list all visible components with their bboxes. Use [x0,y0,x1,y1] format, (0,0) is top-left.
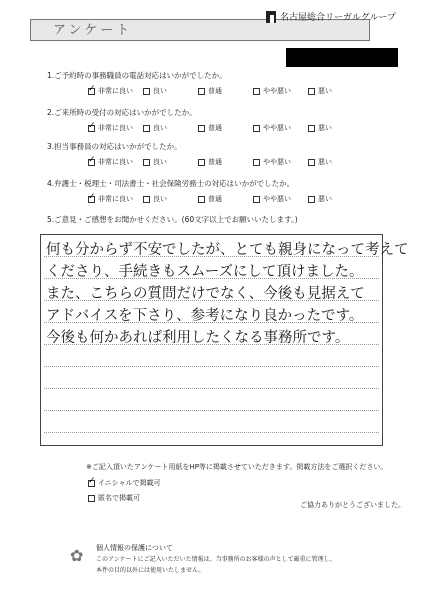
rating-checkbox[interactable] [143,159,150,166]
question-label: 4.弁護士・税理士・司法書士・社会保険労務士の対応はいかがでしたか。 [47,179,295,188]
rating-option-label: 悪い [318,158,332,166]
publication-checkbox[interactable] [88,495,95,502]
rating-checkbox[interactable] [308,125,315,132]
rating-checkbox[interactable] [198,125,205,132]
publication-checkbox[interactable] [88,480,95,487]
question-label: 3.担当事務員の対応はいかがでしたか。 [47,142,182,151]
clover-icon: ✿ [70,546,84,565]
rating-option-label: やや悪い [263,124,291,132]
privacy-title: 個人情報の保護について [96,544,173,552]
ruled-line [44,432,379,433]
rating-checkbox[interactable] [198,196,205,203]
rating-option[interactable] [253,194,308,204]
rating-option[interactable] [308,157,363,167]
rating-option-label: やや悪い [263,195,291,203]
rating-checkbox[interactable] [198,88,205,95]
rating-checkbox[interactable] [88,125,95,132]
rating-checkbox[interactable] [143,88,150,95]
rating-option-label: 普通 [208,124,222,132]
rating-checkbox[interactable] [88,196,95,203]
rating-option-label: 普通 [208,158,222,166]
rating-options [88,86,363,96]
handwritten-comment-line: また、こちらの質問だけでなく、今後も見据えて [46,286,365,302]
handwritten-comment-line: 今後も何かあれば利用したくなる事務所です。 [46,330,350,346]
question-label: 2.ご来所時の受付の対応はいかがでしたか。 [47,108,197,117]
rating-option[interactable] [143,194,198,204]
rating-option-label: 悪い [318,87,332,95]
rating-option-label: 普通 [208,195,222,203]
ruled-line [44,410,379,411]
privacy-text [96,554,336,576]
survey-title: アンケート [30,19,370,41]
rating-option-label: 良い [153,87,167,95]
rating-checkbox[interactable] [253,88,260,95]
rating-option[interactable] [198,86,253,96]
rating-option-label: 非常に良い [98,158,133,166]
rating-option[interactable] [198,157,253,167]
rating-option[interactable] [88,194,143,204]
rating-checkbox[interactable] [308,88,315,95]
thanks-message: ご協力ありがとうございました。 [300,501,405,509]
rating-checkbox[interactable] [88,88,95,95]
rating-option[interactable] [308,86,363,96]
rating-checkbox[interactable] [88,159,95,166]
rating-option-label: やや悪い [263,158,291,166]
rating-checkbox[interactable] [308,196,315,203]
rating-option-label: 非常に良い [98,195,133,203]
handwritten-comment-line: アドバイスを下さり、参考になり良かったです。 [46,308,364,324]
rating-option-label: 普通 [208,87,222,95]
rating-option-label: 良い [153,195,167,203]
publication-option-initials[interactable] [88,478,161,488]
rating-checkbox[interactable] [253,125,260,132]
company-logo [266,10,396,23]
rating-option[interactable] [143,157,198,167]
rating-option[interactable] [198,194,253,204]
rating-options [88,194,363,204]
handwritten-comment-line: 何も分からず不安でしたが、とても親身になって考えて [46,242,409,258]
rating-options [88,123,363,133]
publication-option-label: イニシャルで掲載可 [98,479,161,487]
company-logo-text: 名古屋総合リーガルグループ [280,13,396,23]
rating-checkbox[interactable] [253,196,260,203]
ruled-line [44,366,379,367]
rating-option-label: 非常に良い [98,87,133,95]
rating-option[interactable] [253,157,308,167]
rating-option-label: 悪い [318,124,332,132]
rating-option-label: 良い [153,124,167,132]
rating-option[interactable] [88,123,143,133]
rating-checkbox[interactable] [143,196,150,203]
redaction-block [286,48,398,67]
rating-checkbox[interactable] [253,159,260,166]
rating-option[interactable] [143,123,198,133]
rating-option[interactable] [253,123,308,133]
rating-option[interactable] [88,86,143,96]
comment-prompt: 5.ご意見・ご感想をお聞かせください。(60文字以上でお願いいたします。) [47,215,298,224]
rating-checkbox[interactable] [198,159,205,166]
privacy-line: 本件の目的以外には使用いたしません。 [96,567,205,574]
rating-option[interactable] [143,86,198,96]
rating-option-label: 悪い [318,195,332,203]
logo-mark-icon [266,11,276,23]
publication-option-anonymous[interactable] [88,493,140,503]
rating-options [88,157,363,167]
rating-option-label: 良い [153,158,167,166]
handwritten-comment-line: くださり、手続きもスムーズにして頂けました。 [46,264,364,280]
rating-checkbox[interactable] [143,125,150,132]
rating-option-label: やや悪い [263,87,291,95]
rating-option[interactable] [253,86,308,96]
privacy-line: このアンケートにご記入いただいた情報は、当事務所のお客様の声として厳重に管理し、 [96,556,336,563]
question-label: 1.ご予約時の事務職員の電話対応はいかがでしたか。 [47,71,227,80]
rating-option[interactable] [308,123,363,133]
rating-option-label: 非常に良い [98,124,133,132]
rating-option[interactable] [198,123,253,133]
rating-checkbox[interactable] [308,159,315,166]
ruled-line [44,388,379,389]
rating-option[interactable] [88,157,143,167]
publication-note: ※ご記入頂いたアンケート用紙をHP等に掲載させていただきます。掲載方法をご選択ください。 [86,463,388,471]
rating-option[interactable] [308,194,363,204]
publication-option-label: 匿名で掲載可 [98,494,140,502]
